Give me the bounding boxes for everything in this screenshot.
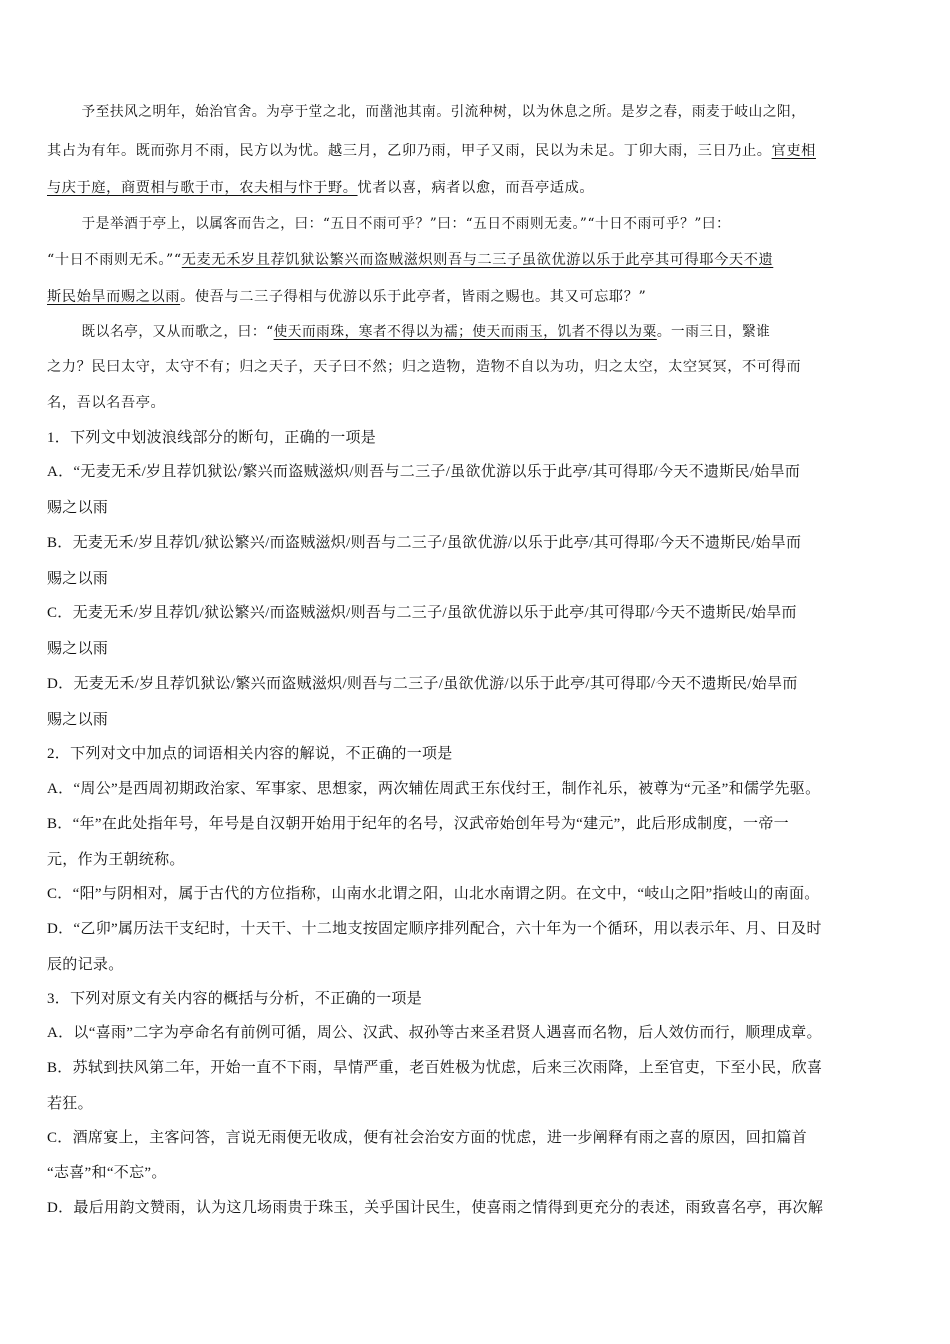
passage-text: 予至扶风之明年，始治官舍。为亭于堂之北，而凿池其南。引流种树，以为休息之所。是岁之春，雨麦于岐山之阳， xyxy=(81,104,806,120)
passage-p2-line1 xyxy=(47,215,907,233)
passage-p2-line3 xyxy=(47,288,907,306)
question-3-option-d: D．最后用韵文赞雨，认为这几场雨贵于珠玉，关乎国计民生，使喜雨之情得到更充分的表述，雨致喜名亭，再次解 xyxy=(47,1200,824,1216)
passage-p1-line3 xyxy=(47,179,907,197)
question-2-option-b-cont: 元，作为王朝统称。 xyxy=(47,852,185,868)
passage-text: “十日不雨则无禾。”“ xyxy=(47,252,182,268)
wavy-underlined-text: 无麦无禾岁且荐饥狱讼繁兴而盗贼滋炽则吾与二三子虽欲优游以乐于此亭其可得耶今天不遗 xyxy=(181,252,774,268)
question-3-option-c: C．酒席宴上，主客问答，言说无雨便无收成，便有社会治安方面的忧虑，进一步阐释有雨之喜的原因，回扣篇首 xyxy=(47,1130,808,1146)
passage-text: 名，吾以名吾亭。 xyxy=(47,395,166,411)
question-2-option-d-cont: 辰的记录。 xyxy=(47,957,124,973)
passage-text: 其占为有年。既而弥月不雨，民方以为忧。越三月，乙卯乃雨，甲子又雨，民以为未足。丁卯大雨，三日乃止。 xyxy=(47,143,772,159)
question-1-stem: 1．下列文中划波浪线部分的断句，正确的一项是 xyxy=(47,430,377,446)
passage-p1-line1 xyxy=(47,103,907,121)
passage-text: 之力？民曰太守，太守不有；归之天子，天子曰不然；归之造物，造物不自以为功，归之太空，太空冥冥，不可得而 xyxy=(47,359,802,375)
question-2-option-d: D．“乙卯”属历法干支纪时，十天干、十二地支按固定顺序排列配合，六十年为一个循环，用以表示年、月、日及时 xyxy=(47,921,822,937)
question-3-option-a: A．以“喜雨”二字为亭命名有前例可循，周公、汉武、叔孙等古来圣君贤人遇喜而名物，后人效仿而行，顺理成章。 xyxy=(47,1025,822,1041)
passage-text: 于是举酒于亭上，以属客而告之，曰：“五日不雨可乎？”曰：“五日不雨则无麦。”“十日不雨可乎？”曰： xyxy=(81,216,731,232)
question-1-option-d: D．无麦无禾/岁且荐饥狱讼/繁兴而盗贼滋炽/则吾与二三子/虽欲优游/以乐于此亭/其可得耶/今天不遗斯民/始旱而 xyxy=(47,676,798,692)
passage-p3-line3 xyxy=(47,394,907,412)
question-2-option-b: B．“年”在此处指年号，年号是自汉朝开始用于纪年的名号，汉武帝始创年号为“建元”，此后形成制度，一帝一 xyxy=(47,816,789,832)
wavy-underlined-text: 斯民始旱而赐之以雨 xyxy=(47,289,181,305)
question-2-option-a: A．“周公”是西周初期政治家、军事家、思想家，两次辅佐周武王东伐纣王，制作礼乐，被尊为“元圣”和儒学先驱。 xyxy=(47,781,821,797)
passage-p3-line1 xyxy=(47,323,907,341)
passage-p1-line2 xyxy=(47,142,907,160)
question-1-option-a: A．“无麦无禾/岁且荐饥狱讼/繁兴而盗贼滋炽/则吾与二三子/虽欲优游以乐于此亭/其可得耶/今天不遗斯民/始旱而 xyxy=(47,464,801,480)
question-3-option-b: B．苏轼到扶风第二年，开始一直不下雨，旱情严重，老百姓极为忧虑，后来三次雨降，上至官吏，下至小民，欣喜 xyxy=(47,1060,823,1076)
underlined-text: 使天而雨珠，寒者不得以为襦；使天而雨玉，饥者不得以为粟 xyxy=(273,324,657,340)
question-3-stem: 3．下列对原文有关内容的概括与分析，不正确的一项是 xyxy=(47,991,423,1007)
question-2-option-c: C．“阳”与阴相对，属于古代的方位指称，山南水北谓之阳，山北水南谓之阴。在文中，“岐山之阳”指岐山的南面。 xyxy=(47,886,820,902)
question-1-option-a-cont: 赐之以雨 xyxy=(47,500,109,516)
passage-text: 忧者以喜，病者以愈，而吾亭适成。 xyxy=(357,180,595,196)
question-3-option-b-cont: 若狂。 xyxy=(47,1096,93,1112)
passage-text: 既以名亭，又从而歌之，曰：“ xyxy=(81,324,274,340)
passage-p3-line2 xyxy=(47,358,907,376)
underlined-text: 官吏相 xyxy=(771,143,816,159)
question-1-option-b: B．无麦无禾/岁且荐饥/狱讼繁兴/而盗贼滋炽/则吾与二三子/虽欲优游/以乐于此亭/其可得耶/今天不遗斯民/始旱而 xyxy=(47,535,802,551)
passage-text: 。使吾与二三子得相与优游以乐于此亭者，皆雨之赐也。其又可忘耶？” xyxy=(180,289,647,305)
question-1-option-c: C．无麦无禾/岁且荐饥/狱讼繁兴/而盗贼滋炽/则吾与二三子/虽欲优游以乐于此亭/其可得耶/今天不遗斯民/始旱而 xyxy=(47,605,797,621)
question-1-option-d-cont: 赐之以雨 xyxy=(47,712,109,728)
passage-text: 。一雨三日，繄谁 xyxy=(656,324,771,340)
question-2-stem: 2．下列对文中加点的词语相关内容的解说，不正确的一项是 xyxy=(47,746,453,762)
underlined-text: 与庆于庭，商贾相与歌于市，农夫相与忭于野。 xyxy=(47,180,358,196)
question-1-option-c-cont: 赐之以雨 xyxy=(47,641,109,657)
passage-p2-line2 xyxy=(47,251,907,269)
question-3-option-c-cont: “志喜”和“不忘”。 xyxy=(47,1165,167,1181)
question-1-option-b-cont: 赐之以雨 xyxy=(47,571,109,587)
